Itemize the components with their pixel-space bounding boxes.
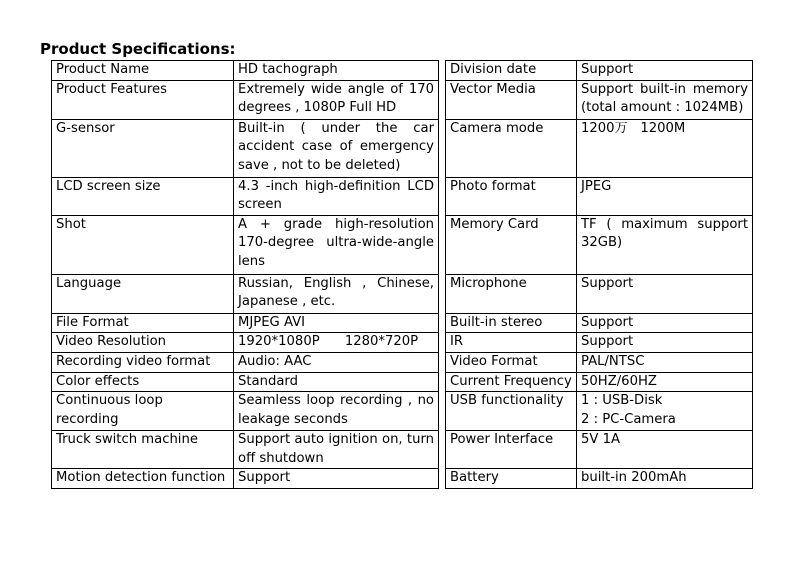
spec-value: 4.3 -inch high-definition LCD screen <box>234 177 439 215</box>
table-row <box>446 215 753 274</box>
spec-label: Video Format <box>446 353 577 373</box>
spec-label: Vector Media <box>446 80 577 119</box>
spec-value: 1200万 1200M <box>577 119 753 177</box>
spec-value: JPEG <box>577 177 753 215</box>
table-row <box>52 215 439 274</box>
table-row <box>446 353 753 373</box>
table-row <box>52 431 439 469</box>
right-spec-table <box>445 60 753 489</box>
spec-value: A + grade high-resolution 170-degree ultra-wide-angle lens <box>234 215 439 274</box>
table-row <box>446 80 753 119</box>
spec-label: Truck switch machine <box>52 431 234 469</box>
table-row <box>52 119 439 177</box>
table-row <box>446 313 753 333</box>
spec-label: Built-in stereo <box>446 313 577 333</box>
table-row <box>52 392 439 431</box>
spec-label: Color effects <box>52 372 234 392</box>
left-spec-table <box>51 60 439 489</box>
table-row <box>52 469 439 489</box>
spec-value: Support <box>577 274 753 313</box>
table-row <box>446 333 753 353</box>
table-row <box>446 431 753 469</box>
spec-value: Standard <box>234 372 439 392</box>
spec-label: Recording video format <box>52 353 234 373</box>
table-row <box>446 372 753 392</box>
spec-label: Microphone <box>446 274 577 313</box>
spec-label: Current Frequency <box>446 372 577 392</box>
table-row <box>446 119 753 177</box>
table-row <box>52 61 439 81</box>
table-row <box>52 372 439 392</box>
spec-value: Seamless loop recording , no leakage seconds <box>234 392 439 431</box>
table-row <box>52 333 439 353</box>
spec-value: HD tachograph <box>234 61 439 81</box>
spec-value: Audio: AAC <box>234 353 439 373</box>
table-row <box>52 353 439 373</box>
spec-label: Memory Card <box>446 215 577 274</box>
spec-value: Russian, English , Chinese, Japanese , etc. <box>234 274 439 313</box>
spec-value: Extremely wide angle of 170 degrees , 1080P Full HD <box>234 80 439 119</box>
spec-label: Photo format <box>446 177 577 215</box>
table-row <box>52 177 439 215</box>
table-row <box>52 80 439 119</box>
spec-label: Continuous loop recording <box>52 392 234 431</box>
spec-value: Support built-in memory (total amount : 1024MB) <box>577 80 753 119</box>
spec-value: 5V 1A <box>577 431 753 469</box>
spec-label: USB functionality <box>446 392 577 431</box>
spec-value: Support <box>577 333 753 353</box>
spec-label: File Format <box>52 313 234 333</box>
spec-value: Support auto ignition on, turn off shutdown <box>234 431 439 469</box>
table-row <box>446 392 753 431</box>
spec-label: IR <box>446 333 577 353</box>
spec-value: 1 : USB-Disk 2 : PC-Camera <box>577 392 753 431</box>
spec-value: Built-in ( under the car accident case of emergency save , not to be deleted) <box>234 119 439 177</box>
spec-label: Product Features <box>52 80 234 119</box>
spec-label: Power Interface <box>446 431 577 469</box>
spec-label: Product Name <box>52 61 234 81</box>
spec-label: Language <box>52 274 234 313</box>
spec-value: 50HZ/60HZ <box>577 372 753 392</box>
spec-value: Support <box>234 469 439 489</box>
table-row <box>52 274 439 313</box>
spec-value: PAL/NTSC <box>577 353 753 373</box>
table-row <box>446 61 753 81</box>
spec-label: Video Resolution <box>52 333 234 353</box>
spec-value: TF ( maximum support 32GB) <box>577 215 753 274</box>
spec-label: Camera mode <box>446 119 577 177</box>
spec-label: Shot <box>52 215 234 274</box>
spec-label: Motion detection function <box>52 469 234 489</box>
spec-label: LCD screen size <box>52 177 234 215</box>
page-title: Product Specifications: <box>40 40 236 58</box>
spec-value: built-in 200mAh <box>577 469 753 489</box>
spec-label: G-sensor <box>52 119 234 177</box>
table-row <box>446 177 753 215</box>
spec-value: 1920*1080P 1280*720P <box>234 333 439 353</box>
table-row <box>446 274 753 313</box>
table-row <box>446 469 753 489</box>
table-row <box>52 313 439 333</box>
spec-value: Support <box>577 313 753 333</box>
spec-value: MJPEG AVI <box>234 313 439 333</box>
spec-label: Battery <box>446 469 577 489</box>
spec-label: Division date <box>446 61 577 81</box>
spec-value: Support <box>577 61 753 81</box>
